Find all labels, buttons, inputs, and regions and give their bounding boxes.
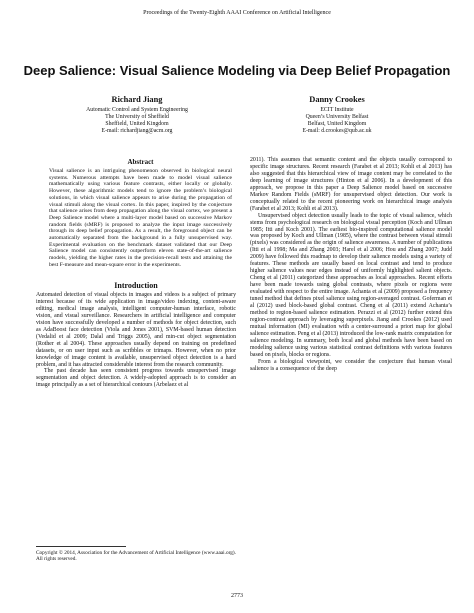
- author-affiliation: Queen’s University Belfast: [305, 114, 369, 120]
- author-affiliation: Automatic Control and System Engineering: [86, 107, 188, 113]
- footnote-rule: [36, 546, 126, 547]
- author-name: Danny Crookes: [309, 95, 365, 104]
- author-affiliation: The University of Sheffield: [105, 114, 169, 120]
- intro-paragraph: Automated detection of visual objects in images and videos is a subject of primary interest because of its wide application in image/video indexing, content-aware editing, medical image analysis, intelligent computer-human interface, robotic vision, and visual surveillance. Researchers in artificial intelligence and computer vision have successfully developed a number of methods for object detection, such as AdaBoost face detection (Viola and Jones 2001), SVM-based human detection (Vedalid et al 2009; Dalal and Triggs 2005), and min-cut object segmentation (Rother et al 2004). These approaches usually depend on training on predefined datasets, or on user input such as scribbles or trimaps. However, when no prior knowledge of image content is available, unsupervised object detection is a hard problem, and it has attracted considerable interest from the research community.: [36, 292, 236, 368]
- author-email: E-mail: d.crookes@qub.ac.uk: [302, 128, 372, 134]
- paper-title: Deep Salience: Visual Salience Modeling via Deep Belief Propagation: [23, 63, 451, 78]
- body-paragraph: Unsupervised object detection usually leads to the topic of visual salience, which stems from psychological research on biological visual perception (Koch and Ullman 1985; Itti and Koch 2001). The earliest bio-inspired computational salience model was proposed by Koch and Ullman (1985), where the contrast between visual stimuli (pixels) was considered as the origin of salience awareness. A number of publications (Itti et al 1998; Ma and Zhang 2003; Harel et al 2006; Hou and Zhang 2007; Judd 2009) have followed this roadmap to develop their salience models using a variety of features. These methods are usually based on local contrast and tend to produce higher salience values near edges instead of uniformly highlighted salient objects. Cheng et al (2011) categorized these approaches as local approaches. Recent efforts have been made towards using global contrasts, where pixels or regions were evaluated with respect to the entire image. Achanta et al (2009) proposed a frequency tuned method that defines pixel salience using region-averaged contrast. Goferman et al (2012) used block-based global contrast. Cheng et al (2011) extend Achanta’s method to region-based salience estimation. Perazzi et al (2012) further extend this region-contrast approach by leveraging superpixels. Jiang and Crookes (2012) used mutual information (MI) evaluation with a center-surround a priori map for global salience estimation. Peng et al (2013) introduced the low-rank matrix computation for salience modeling. In summary, both local and global methods have been based on modeling salience using various statistical contrast definitions with various features based on pixels, blocks or regions.: [250, 212, 452, 358]
- author-email: E-mail: richardjiang@acm.org: [101, 128, 173, 134]
- body-paragraph: From a biological viewpoint, we consider the conjecture that human visual salience is a consequence of the deep: [250, 358, 452, 372]
- author-block-2: [232, 95, 442, 135]
- author-affiliation: ECIT Institute: [320, 107, 354, 113]
- introduction-heading: Introduction: [114, 281, 158, 290]
- copyright-notice: Copyright © 2014, Association for the Advancement of Artificial Intelligence (www.aaai.org). All rights reserved.: [36, 550, 236, 563]
- abstract-text: Visual salience is an intriguing phenomenon observed in biological neural systems. Numerous attempts have been made to model visual salience mathematically using various feature contrasts, either locally or globally. However, these algorithmic models tend to ignore the problem’s biological solutions, in which visual salience appears to arise during the propagation of visual stimuli along the visual cortex. In this paper, inspired by the conjecture that salience arises from deep propagation along the visual cortex, we present a Deep Salience model where a multi-layer model based on successive Markov random fields (sMRF) is proposed to analyze the input image successively through its deep belief propagation. As a result, the foreground object can be automatically separated from the background in a fully unsupervised way. Experimental evaluation on the benchmark dataset validated that our Deep Salience model can consistently outperform eleven state-of-the-art salience models, yielding the higher rates in the precision-recall tests and attaining the best F-measure and mean-square error in the experiments.: [49, 168, 232, 268]
- left-column-body: [36, 292, 236, 389]
- abstract-heading: Abstract: [127, 158, 154, 166]
- author-block-1: [32, 95, 242, 135]
- intro-paragraph: The past decade has seen consistent progress towards unsupervised image segmentation and object detection. A widely-adopted approach is to consider an image principally as a set of hierarchical contours (Arbelaez et al: [36, 368, 236, 389]
- body-paragraph: 2011). This assumes that semantic content and the objects usually correspond to specific image structures. Recent research (Farabet et al 2013; Kohli et al 2013) has also suggested that this hierarchical view of image content may be correlated to the deep learning of image structures (Hinton et al 2006). In a development of this approach, we propose in this paper a Deep Salience model based on successive Markov Random Fields (sMRF) for unsupervised object detection. Our work is conceptually related to the recent pioneering work on hierarchical image analysis (Farabet et al 2013; Kohli et al 2013).: [250, 157, 452, 212]
- right-column-body: [250, 157, 452, 373]
- proceedings-header: Proceedings of the Twenty-Eighth AAAI Conference on Artificial Intelligence: [143, 10, 331, 16]
- author-affiliation: Sheffield, United Kingdom: [105, 121, 169, 127]
- page-number: 2773: [231, 593, 243, 599]
- author-affiliation: Belfast, United Kingdom: [307, 121, 367, 127]
- abstract-section: [49, 158, 232, 269]
- author-name: Richard Jiang: [111, 95, 163, 104]
